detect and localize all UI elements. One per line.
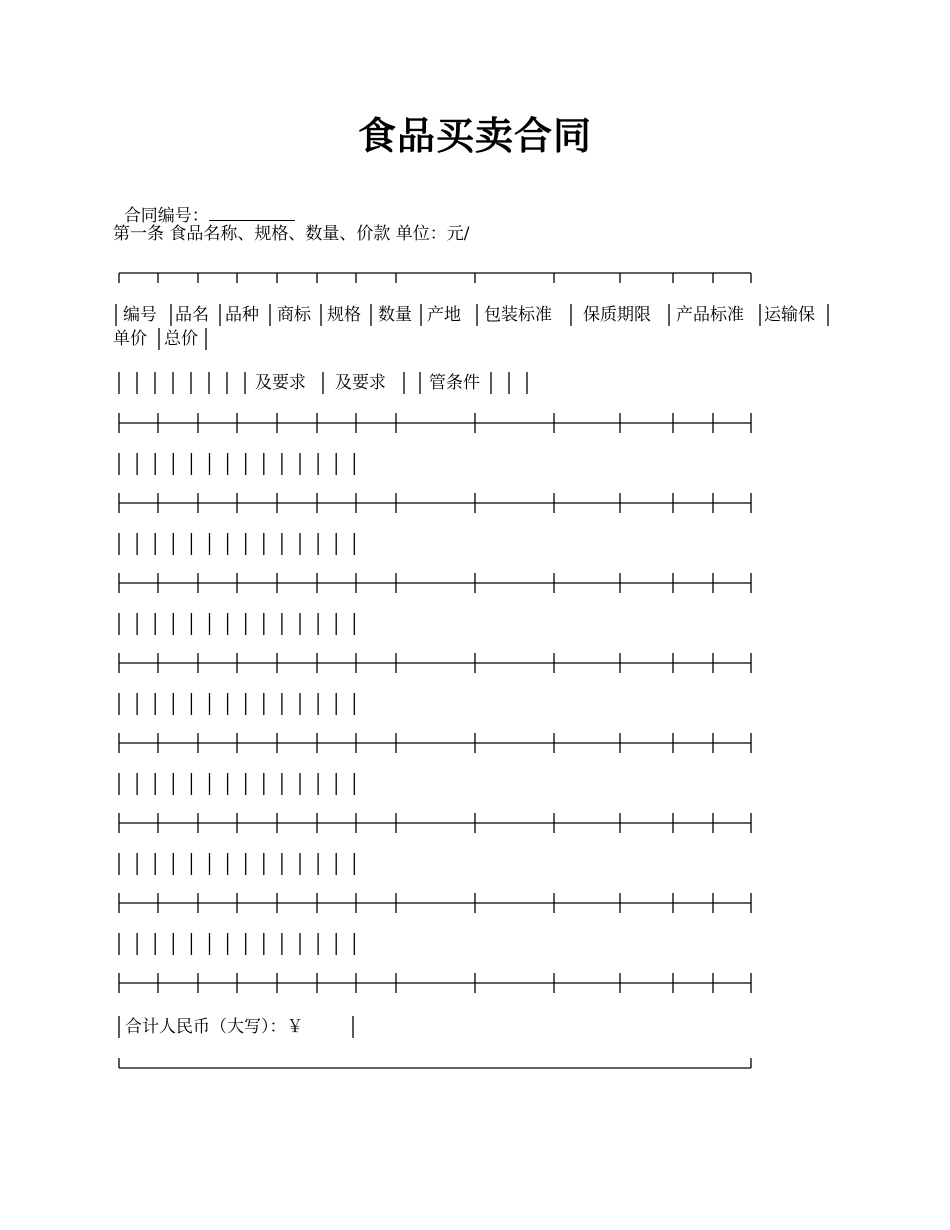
sub-header-storage-cond: 管条件 xyxy=(429,373,480,393)
page-title: 食品买卖合同 xyxy=(357,113,592,158)
header-cell-packaging: 包装标准 xyxy=(484,305,552,325)
sub-header-packaging-req: 及要求 xyxy=(255,373,306,393)
header-cell-no: 编号 xyxy=(123,305,157,325)
header-cell-shelf-life: 保质期限 xyxy=(583,305,651,325)
contract-number-blank[interactable] xyxy=(209,204,295,221)
header-cell-quantity: 数量 xyxy=(378,305,412,325)
header-cell-product-standard: 产品标准 xyxy=(676,305,744,325)
sub-header-standard-req: 及要求 xyxy=(335,373,386,393)
header-cell-variety: 品种 xyxy=(225,305,259,325)
header-cell-origin: 产地 xyxy=(427,305,461,325)
table-total-row xyxy=(113,1015,413,1041)
header-cell-name: 品名 xyxy=(175,305,209,325)
contract-number-label: 合同编号： xyxy=(123,206,209,226)
header-cell-spec: 规格 xyxy=(327,305,361,325)
header-cell-total-price: 总价 xyxy=(164,329,198,349)
header-cell-unit-price: 单价 xyxy=(113,329,147,349)
total-amount-label: 合计人民币（大写）：￥ xyxy=(125,1017,304,1037)
header-cell-transport: 运输保 xyxy=(764,305,815,325)
article-one-heading: 第一条 食品名称、规格、数量、价款 单位：元/ xyxy=(113,224,470,244)
table-header-row-2 xyxy=(113,327,313,353)
header-cell-brand: 商标 xyxy=(277,305,311,325)
table-sub-header-row xyxy=(113,371,613,397)
table-header-row-1 xyxy=(113,303,833,329)
contract-number-line xyxy=(113,180,295,228)
